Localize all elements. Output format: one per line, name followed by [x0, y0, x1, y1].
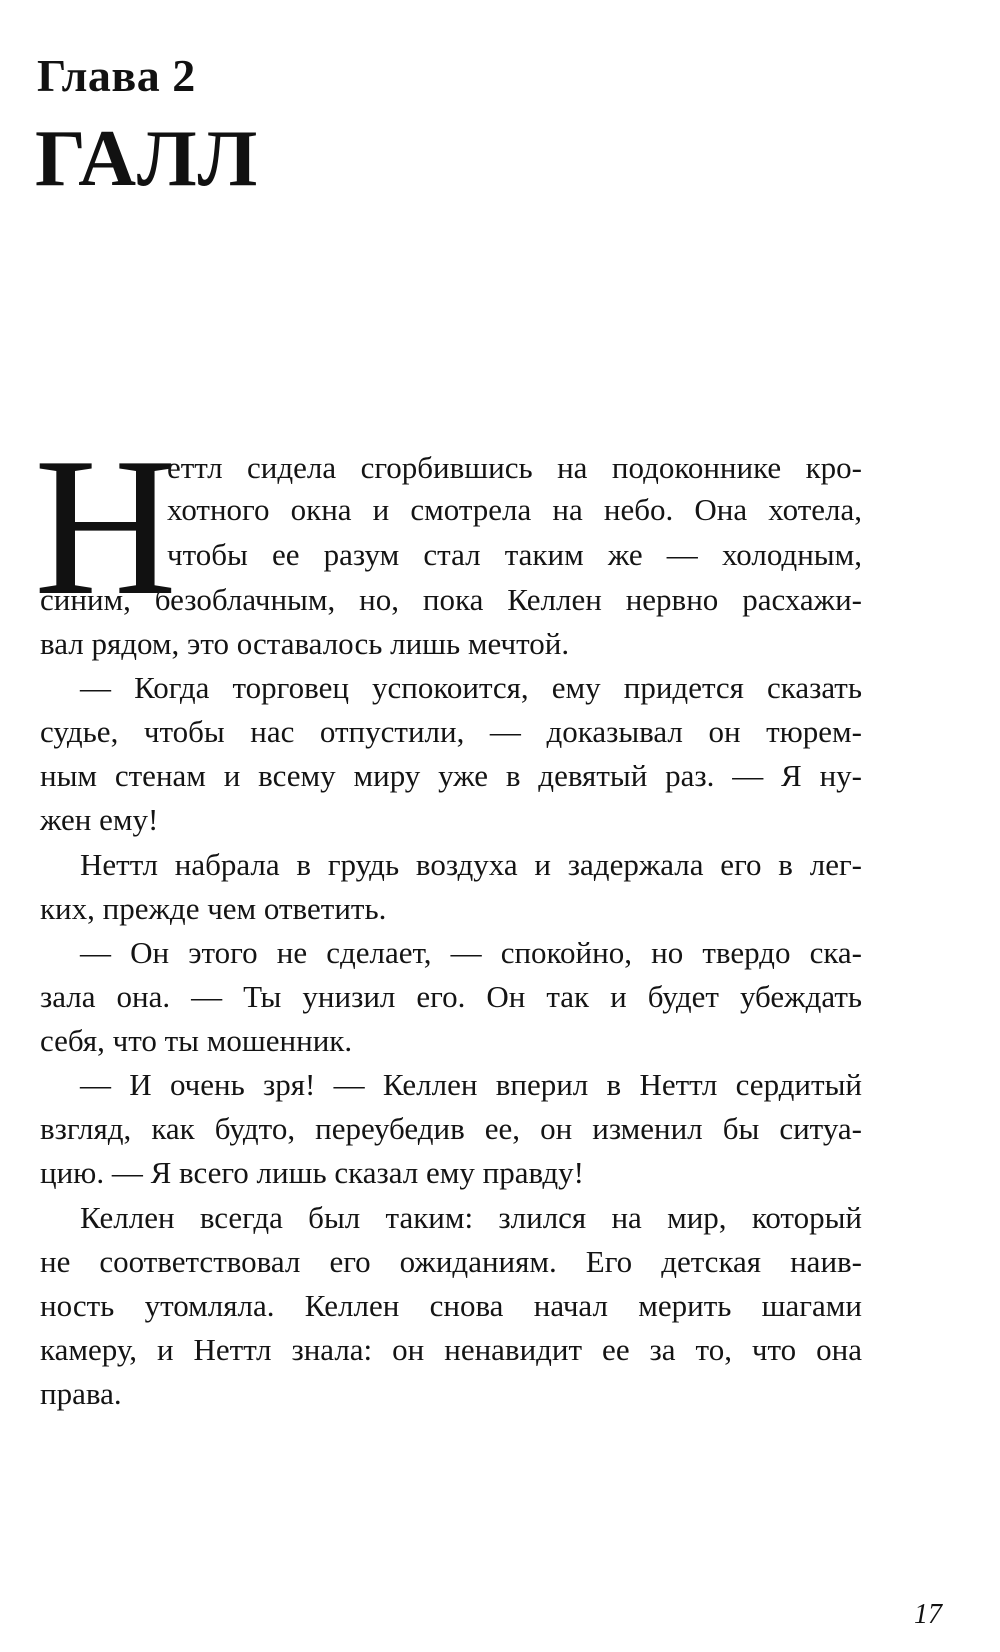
text-line: — И очень зря! — Келлен вперил в Неттл сердитый: [80, 1067, 862, 1102]
text-line: права.: [40, 1376, 122, 1411]
text-line: не соответствовал его ожиданиям. Его детская наив-: [40, 1244, 862, 1279]
text-line: Келлен всегда был таким: злился на мир, который: [80, 1200, 862, 1235]
text-line: ным стенам и всему миру уже в девятый раз. — Я ну-: [40, 758, 862, 793]
text-line: Неттл набрала в грудь воздуха и задержала его в лег-: [80, 847, 862, 882]
chapter-label: Глава 2: [37, 50, 196, 101]
text-line: ких, прежде чем ответить.: [40, 891, 387, 926]
text-line: зала она. — Ты унизил его. Он так и будет убеждать: [40, 979, 862, 1014]
text-line: взгляд, как будто, переубедив ее, он изменил бы ситуа-: [40, 1111, 862, 1146]
text-line: вал рядом, это оставалось лишь мечтой.: [40, 626, 570, 661]
text-line: хотного окна и смотрела на небо. Она хотела,: [167, 492, 862, 527]
text-line: — Он этого не сделает, — спокойно, но твердо ска-: [80, 935, 862, 970]
drop-cap: Н: [34, 417, 177, 636]
page-number: 17: [914, 1599, 942, 1630]
text-line: — Когда торговец успокоится, ему придется сказать: [80, 670, 862, 705]
text-line: чтобы ее разум стал таким же — холодным,: [167, 537, 862, 572]
chapter-title: ГАЛЛ: [35, 115, 259, 203]
text-line: жен ему!: [40, 802, 159, 837]
text-line: ность утомляла. Келлен снова начал мерить шагами: [40, 1288, 862, 1323]
text-line: судье, чтобы нас отпустили, — доказывал он тюрем-: [40, 714, 862, 749]
text-line: себя, что ты мошенник.: [40, 1023, 353, 1058]
text-line: еттл сидела сгорбившись на подоконнике кро-: [167, 450, 862, 485]
text-line: синим, безоблачным, но, пока Келлен нервно расхажи-: [40, 582, 862, 617]
text-line: камеру, и Неттл знала: он ненавидит ее за то, что она: [40, 1332, 862, 1367]
text-line: цию. — Я всего лишь сказал ему правду!: [40, 1155, 584, 1190]
